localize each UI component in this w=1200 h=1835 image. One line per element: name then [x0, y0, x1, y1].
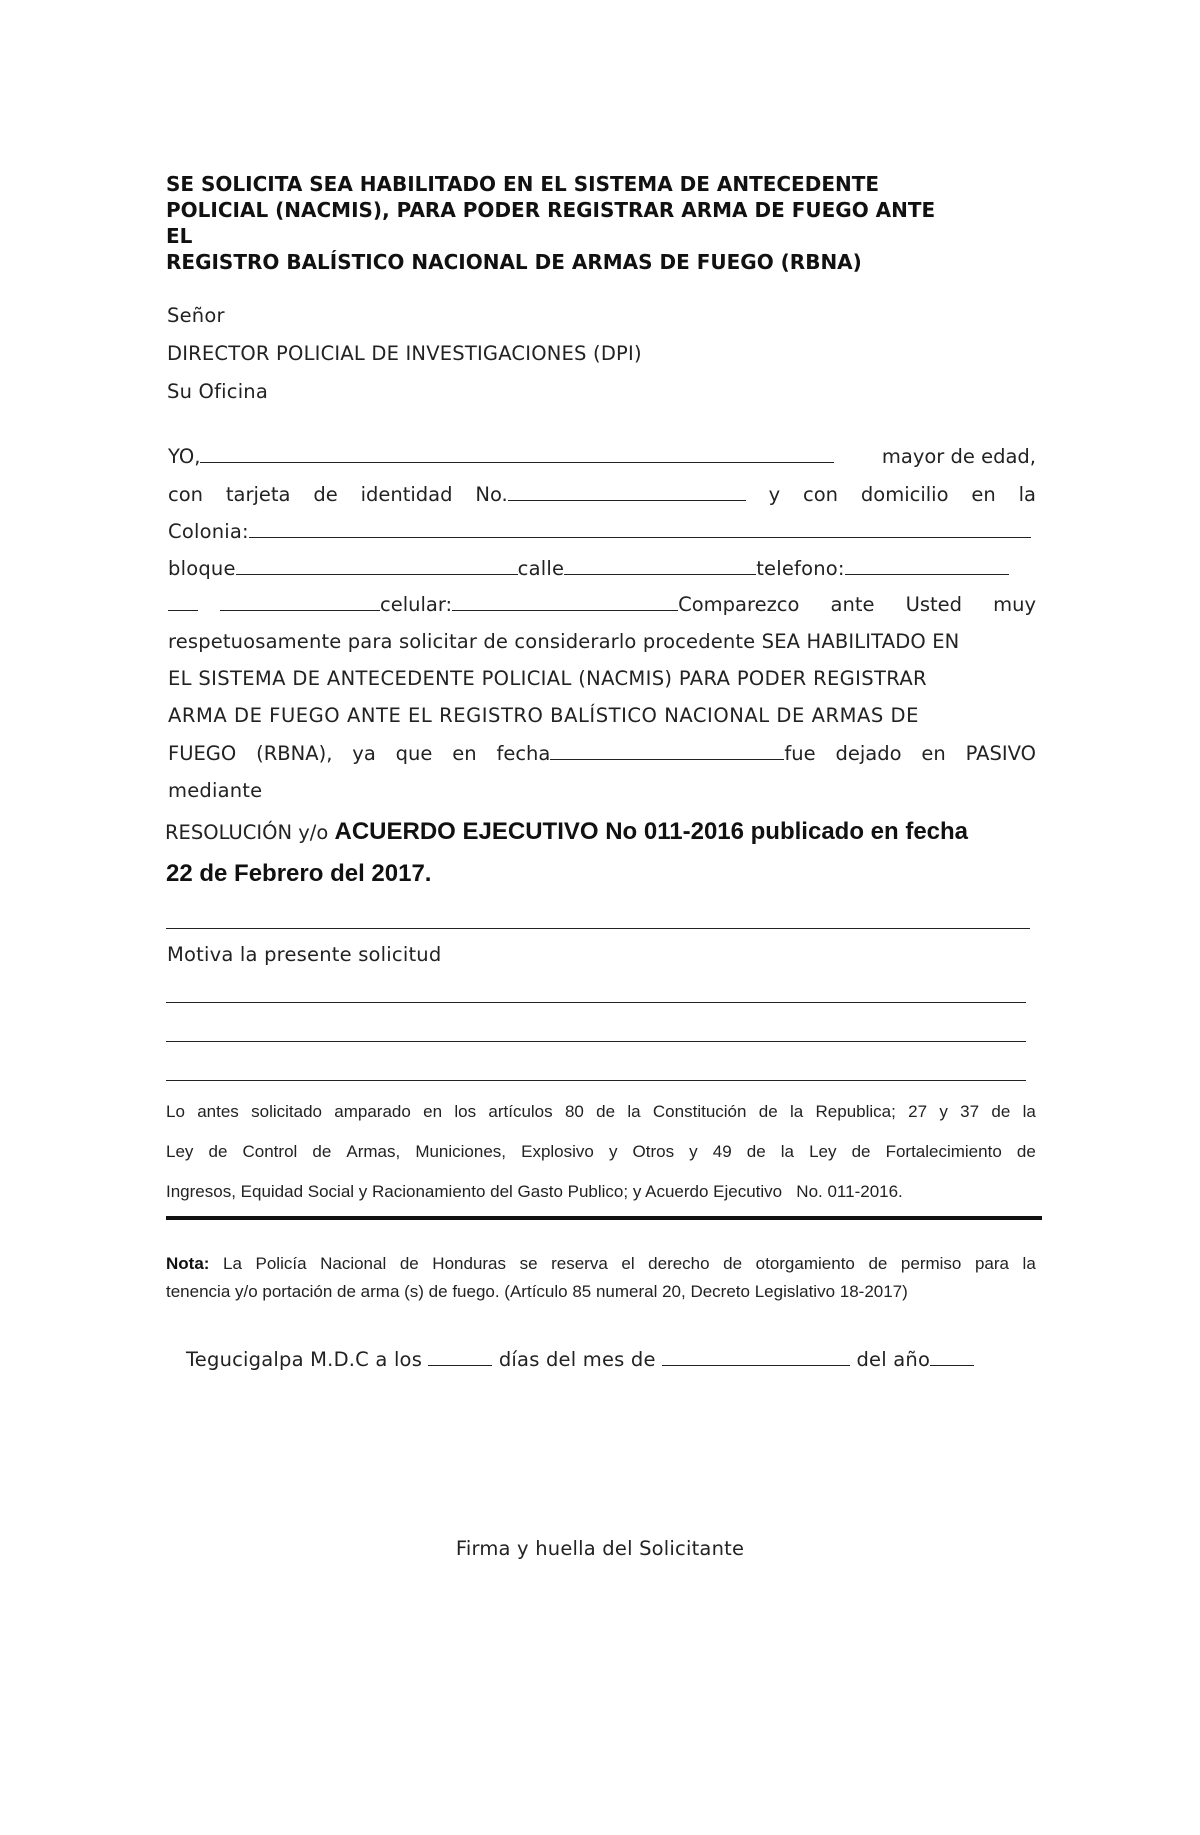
mayor-de-edad-text: mayor de edad, — [881, 445, 1036, 468]
word: artículos — [488, 1102, 553, 1121]
section-divider — [166, 1216, 1042, 1220]
date-line — [186, 1347, 974, 1371]
word: Constitución — [652, 1102, 747, 1121]
word: Armas, — [346, 1142, 401, 1161]
word: 49 — [712, 1142, 732, 1161]
word: muy — [993, 593, 1036, 616]
word: en — [971, 483, 996, 506]
bloque-label: bloque — [168, 557, 236, 580]
colonia-label: Colonia: — [168, 520, 249, 543]
word: Republica; — [815, 1102, 896, 1121]
form-line-yo — [168, 444, 1036, 468]
word: los — [454, 1102, 477, 1121]
word: de — [851, 1142, 871, 1161]
calle-label: calle — [517, 557, 565, 580]
word: la — [789, 1102, 804, 1121]
body-line-1: respetuosamente para solicitar de considerarlo procedente SEA HABILITADO EN — [168, 630, 960, 653]
word: de — [399, 1254, 419, 1273]
word: Fortalecimiento — [885, 1142, 1002, 1161]
word: Otros — [632, 1142, 675, 1161]
nota-line-2: tenencia y/o portación de arma (s) de fuego. (Artículo 85 numeral 20, Decreto Legislativo 18-2017) — [166, 1282, 908, 1301]
form-line-tarjeta — [168, 482, 1036, 506]
body-line-2: EL SISTEMA DE ANTECEDENTE POLICIAL (NACMIS) PARA PODER REGISTRAR — [168, 667, 927, 690]
resolucion-line — [165, 818, 968, 846]
celular-label: celular: — [380, 593, 453, 616]
signature-label: Firma y huella del Solicitante — [455, 1537, 745, 1560]
bloque-blank[interactable] — [236, 556, 518, 575]
colonia-blank[interactable] — [249, 519, 1031, 538]
word: en — [452, 742, 477, 765]
word: Lo — [166, 1102, 185, 1121]
word: La — [223, 1254, 242, 1273]
legal-line-3: Ingresos, Equidad Social y Racionamiento del Gasto Publico; y Acuerdo Ejecutivo No. 011-2016. — [166, 1182, 903, 1201]
addressee-position: DIRECTOR POLICIAL DE INVESTIGACIONES (DPI) — [167, 342, 642, 365]
motive-line-2[interactable] — [166, 1041, 1026, 1042]
form-line-fecha — [168, 741, 1036, 765]
name-blank[interactable] — [200, 444, 834, 463]
legal-line-1 — [166, 1102, 1036, 1122]
day-blank[interactable] — [428, 1347, 492, 1366]
acuerdo-date: 22 de Febrero del 2017. — [166, 860, 432, 887]
word: amparado — [334, 1102, 411, 1121]
word: de — [746, 1142, 766, 1161]
word: 80 — [564, 1102, 584, 1121]
word: antes — [197, 1102, 239, 1121]
calle-blank[interactable] — [564, 556, 756, 575]
word: Control — [242, 1142, 298, 1161]
word: otorgamiento — [755, 1254, 855, 1273]
word: de — [313, 483, 338, 506]
form-line-celular — [168, 592, 1036, 616]
word: la — [1022, 1102, 1036, 1121]
telefono-blank[interactable] — [845, 556, 1009, 575]
word: y — [939, 1102, 948, 1121]
short-blank[interactable] — [168, 592, 198, 611]
word: tarjeta — [225, 483, 291, 506]
word: en — [921, 742, 946, 765]
word: Usted — [905, 593, 963, 616]
word: derecho — [648, 1254, 710, 1273]
legal-line-2 — [166, 1142, 1036, 1162]
blank-line[interactable] — [166, 928, 1030, 929]
word: Municiones, — [415, 1142, 507, 1161]
word: y — [689, 1142, 698, 1161]
word: domicilio — [860, 483, 949, 506]
word: la — [1022, 1254, 1036, 1273]
word: que — [395, 742, 433, 765]
word: de — [991, 1102, 1011, 1121]
word: dejado — [835, 742, 902, 765]
id-number-blank[interactable] — [508, 482, 746, 501]
yo-label: YO, — [168, 445, 201, 468]
word: la — [627, 1102, 641, 1121]
word: Ley — [166, 1142, 194, 1161]
word: y — [768, 483, 781, 506]
resolucion-text: RESOLUCIÓN y/o — [165, 821, 335, 844]
title-line-1: SE SOLICITA SEA HABILITADO EN EL SISTEMA DE ANTECEDENTE — [166, 172, 880, 196]
word: solicitado — [251, 1102, 322, 1121]
word: identidad — [360, 483, 453, 506]
word: de — [868, 1254, 888, 1273]
title-line-4: REGISTRO BALÍSTICO NACIONAL DE ARMAS DE FUEGO (RBNA) — [166, 250, 862, 274]
word: la — [780, 1142, 794, 1161]
date-text-1: Tegucigalpa M.D.C a los — [186, 1348, 429, 1371]
date-text-3: del año — [850, 1348, 931, 1371]
word: ya — [352, 742, 376, 765]
word: (RBNA), — [256, 742, 333, 765]
date-text-2: días del mes de — [492, 1348, 663, 1371]
word: de — [596, 1102, 616, 1121]
word: No. — [475, 483, 508, 506]
telefono-label: telefono: — [756, 557, 845, 580]
word: para — [974, 1254, 1009, 1273]
word: se — [519, 1254, 538, 1273]
year-blank[interactable] — [930, 1347, 974, 1366]
word: Nacional — [320, 1254, 387, 1273]
word: Ley — [809, 1142, 837, 1161]
word: 37 — [960, 1102, 980, 1121]
telefono-blank-continued[interactable] — [220, 592, 380, 611]
word: Honduras — [432, 1254, 507, 1273]
form-line-colonia — [168, 519, 1031, 543]
word: el — [621, 1254, 635, 1273]
word: de — [312, 1142, 332, 1161]
word: fecha — [496, 742, 551, 765]
word: de — [1016, 1142, 1036, 1161]
motive-line-1[interactable] — [166, 1002, 1026, 1003]
word: y — [608, 1142, 618, 1161]
celular-blank[interactable] — [452, 592, 678, 611]
word: de — [208, 1142, 228, 1161]
nota-line-1 — [166, 1254, 1036, 1274]
word: con — [803, 483, 839, 506]
acuerdo-text: ACUERDO EJECUTIVO No 011-2016 publicado en fecha — [334, 818, 969, 845]
word: fue — [784, 742, 816, 765]
word: Explosivo — [521, 1142, 594, 1161]
motive-line-3[interactable] — [166, 1080, 1026, 1081]
word: PASIVO — [965, 742, 1036, 765]
word: de — [723, 1254, 743, 1273]
word: permiso — [900, 1254, 962, 1273]
word: 27 — [908, 1102, 928, 1121]
word: la — [1018, 483, 1036, 506]
addressee-office: Su Oficina — [167, 380, 269, 403]
title-line-3: EL — [166, 224, 193, 248]
month-blank[interactable] — [662, 1347, 850, 1366]
word: Policía — [255, 1254, 307, 1273]
mediante-text: mediante — [168, 779, 263, 802]
word: Comparezco — [678, 593, 800, 616]
salutation: Señor — [167, 304, 225, 327]
title-line-2: POLICIAL (NACMIS), PARA PODER REGISTRAR ARMA DE FUEGO ANTE — [166, 198, 936, 222]
word: FUEGO — [168, 742, 237, 765]
fecha-blank[interactable] — [550, 741, 784, 760]
motiva-label: Motiva la presente solicitud — [167, 943, 442, 966]
form-line-bloque — [168, 556, 1009, 580]
word: reserva — [551, 1254, 608, 1273]
body-line-3: ARMA DE FUEGO ANTE EL REGISTRO BALÍSTICO NACIONAL DE ARMAS DE — [168, 704, 919, 727]
word: en — [423, 1102, 443, 1121]
word: de — [758, 1102, 778, 1121]
word: ante — [830, 593, 875, 616]
word: con — [168, 483, 204, 506]
nota-label: Nota: — [166, 1254, 210, 1273]
